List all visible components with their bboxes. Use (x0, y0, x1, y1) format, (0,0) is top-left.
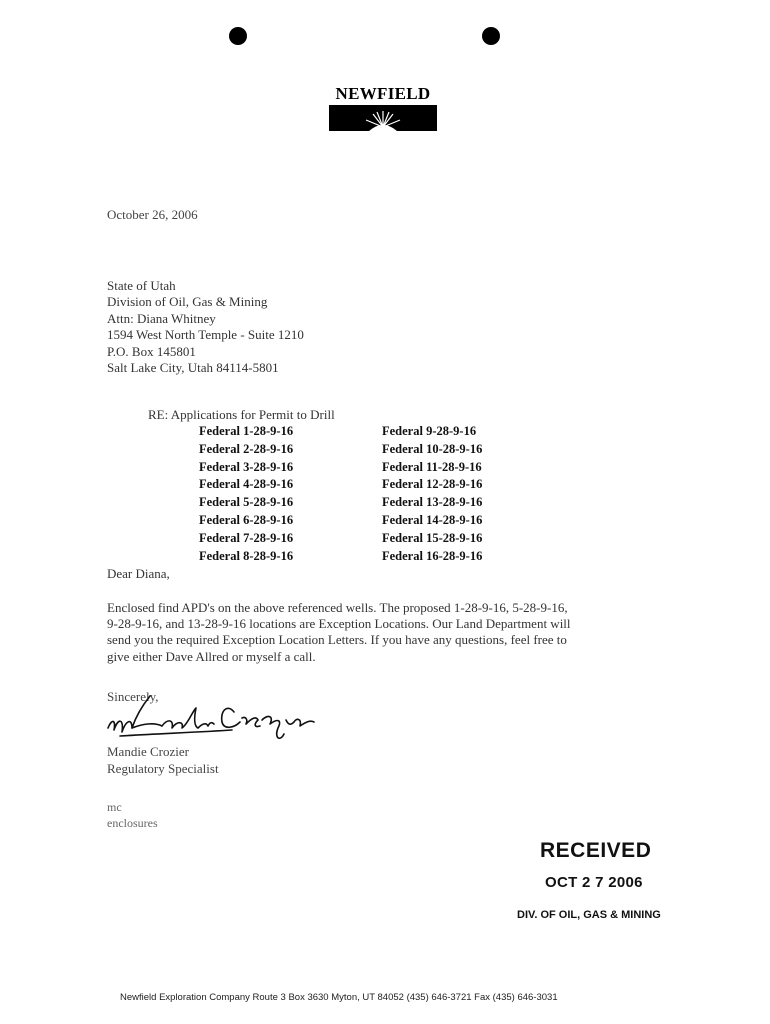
company-footer: Newfield Exploration Company Route 3 Box 3630 Myton, UT 84052 (435) 646-3721 Fax (435) 646-3031 (120, 992, 558, 1003)
body-line: send you the required Exception Location Letters. If you have any questions, feel free to (107, 632, 567, 648)
company-logo-name: NEWFIELD (335, 84, 431, 103)
well-item: Federal 6-28-9-16 (199, 512, 294, 527)
address-line: 1594 West North Temple - Suite 1210 (107, 327, 304, 343)
wells-list-right (382, 423, 482, 565)
well-item: Federal 11-28-9-16 (382, 459, 482, 474)
address-line: State of Utah (107, 278, 176, 293)
well-item: Federal 13-28-9-16 (382, 495, 483, 510)
handwritten-signature (102, 688, 332, 748)
well-item: Federal 5-28-9-16 (199, 495, 294, 510)
punch-hole-right-icon (482, 27, 500, 45)
well-item: Federal 3-28-9-16 (199, 459, 294, 474)
body-line: Enclosed find APD's on the above referenced wells. The proposed 1-28-9-16, 5-28-9-16, (107, 600, 568, 615)
sunburst-logo-icon (329, 105, 437, 131)
signer-block (107, 743, 219, 777)
enclosure-block (107, 799, 158, 831)
address-line: Division of Oil, Gas & Mining (107, 294, 268, 310)
well-item: Federal 9-28-9-16 (382, 424, 477, 438)
well-item: Federal 4-28-9-16 (199, 477, 294, 492)
well-item: Federal 2-28-9-16 (199, 441, 294, 456)
letter-body (107, 600, 652, 665)
signer-title: Regulatory Specialist (107, 761, 219, 776)
well-item: Federal 8-28-9-16 (199, 548, 294, 563)
salutation: Dear Diana, (107, 566, 170, 581)
well-item: Federal 15-28-9-16 (382, 530, 483, 545)
enclosures-note: enclosures (107, 816, 158, 830)
letter-date: October 26, 2006 (107, 207, 198, 222)
typist-initials: mc (107, 800, 122, 814)
well-item: Federal 16-28-9-16 (382, 548, 483, 563)
subject-line: RE: Applications for Permit to Drill (148, 407, 335, 422)
received-stamp: RECEIVED (540, 839, 652, 862)
body-line: give either Dave Allred or myself a call. (107, 648, 316, 664)
wells-list-left (199, 423, 293, 565)
received-stamp-division: DIV. OF OIL, GAS & MINING (517, 909, 661, 921)
well-item: Federal 10-28-9-16 (382, 441, 483, 456)
address-line: Salt Lake City, Utah 84114-5801 (107, 360, 279, 376)
punch-hole-left-icon (229, 27, 247, 45)
address-line: P.O. Box 145801 (107, 343, 196, 359)
well-item: Federal 14-28-9-16 (382, 512, 483, 527)
signer-name: Mandie Crozier (107, 744, 189, 759)
well-item: Federal 7-28-9-16 (199, 530, 294, 545)
well-item: Federal 1-28-9-16 (199, 424, 294, 438)
closing: Sincerely, (107, 689, 159, 704)
received-stamp-date: OCT 2 7 2006 (545, 874, 643, 891)
address-line: Attn: Diana Whitney (107, 310, 216, 326)
recipient-address (107, 278, 304, 376)
well-item: Federal 12-28-9-16 (382, 477, 483, 492)
body-line: 9-28-9-16, and 13-28-9-16 locations are Exception Locations. Our Land Department will (107, 616, 571, 632)
